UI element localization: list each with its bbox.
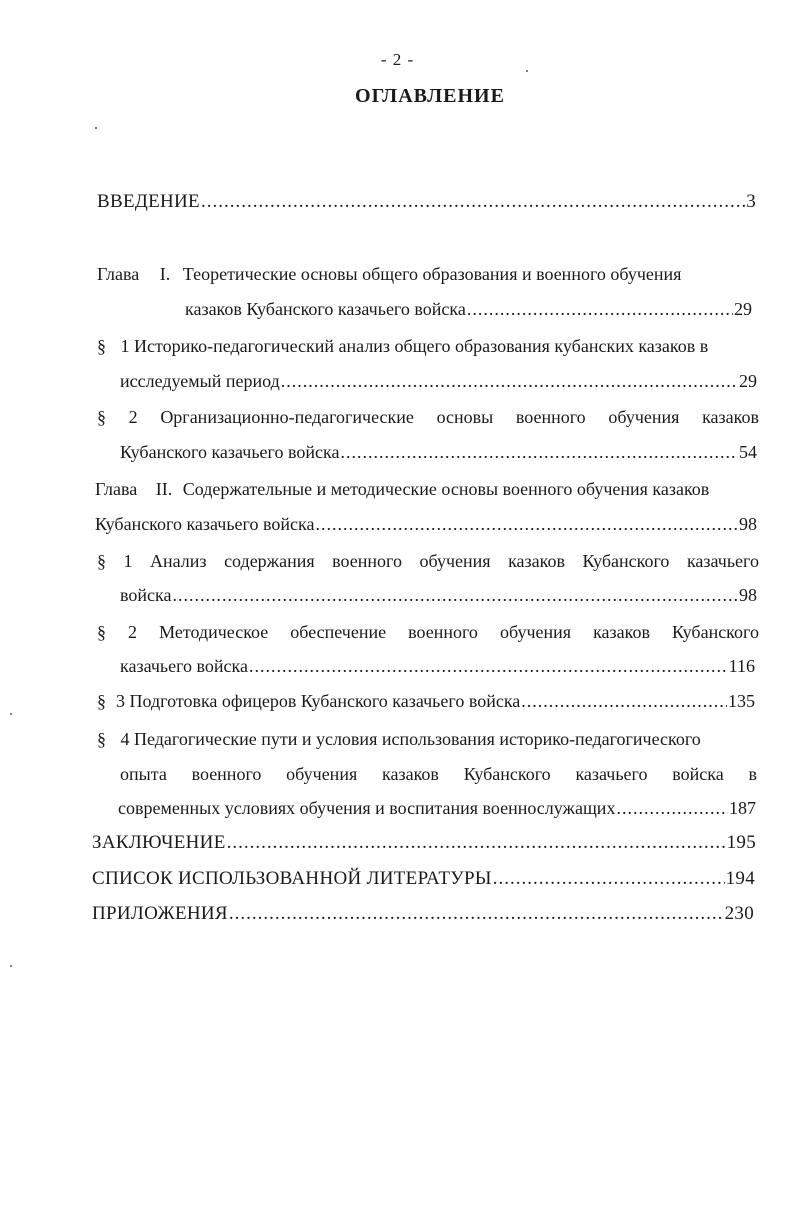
dot-leader: [493, 868, 725, 890]
toc-section-2-2-tail[interactable]: [120, 655, 755, 677]
section-word: 2: [128, 407, 138, 427]
chapter-title-line-2: казаков Кубанского казачьего войска: [185, 299, 466, 319]
scan-speck: [526, 70, 528, 72]
section-word: Методическое: [159, 622, 269, 642]
section-word: опыта: [120, 764, 167, 784]
dot-leader: [467, 298, 733, 320]
section-mark: §: [97, 622, 106, 642]
toc-entry-bibliography[interactable]: [92, 868, 755, 890]
toc-chapter-2-tail[interactable]: [95, 513, 757, 535]
section-mark: §: [97, 551, 106, 571]
toc-page-number: 195: [726, 832, 756, 853]
section-word: обучения: [608, 407, 680, 427]
section-word: военного: [332, 551, 402, 571]
toc-chapter-1-tail[interactable]: [185, 298, 752, 320]
section-title-line-2: Кубанского казачьего войска: [120, 442, 340, 462]
section-title-line-2: войска: [120, 585, 172, 605]
scan-speck: [10, 713, 12, 715]
dot-leader: [201, 191, 745, 213]
toc-entry-appendix[interactable]: [92, 903, 754, 925]
section-word: казаков: [382, 764, 439, 784]
toc-chapter-2-heading[interactable]: [95, 478, 709, 500]
section-word: военного: [515, 407, 586, 427]
section-word: 2: [128, 622, 138, 642]
scan-speck: [10, 965, 12, 967]
page-number: - 2 -: [380, 50, 415, 69]
section-word: в: [748, 764, 757, 784]
scan-speck: [95, 127, 97, 129]
section-title-line-1: 4 Педагогические пути и условия использования историко-педагогического: [120, 729, 701, 749]
section-word: военного: [191, 764, 262, 784]
section-word: Кубанского: [463, 764, 551, 784]
toc-section-2-1-heading[interactable]: [97, 550, 759, 572]
toc-chapter-1-heading[interactable]: [97, 263, 681, 285]
section-word: войска: [672, 764, 724, 784]
section-mark: §: [97, 336, 106, 356]
section-mark: §: [97, 407, 106, 427]
dot-leader: [315, 513, 738, 535]
toc-section-2-4-line-2[interactable]: [120, 763, 757, 785]
chapter-numeral: II.: [155, 479, 173, 499]
dot-leader: [229, 903, 724, 925]
section-word: содержания: [224, 551, 315, 571]
toc-section-1-1-heading[interactable]: [97, 335, 708, 357]
dot-leader: [281, 370, 738, 392]
section-word: основы: [436, 407, 494, 427]
section-title-line-3: современных условиях обучения и воспитания военнослужащих: [118, 798, 616, 818]
toc-page-number: 29: [734, 299, 752, 319]
dot-leader: [340, 441, 738, 463]
section-word: обучения: [499, 622, 572, 642]
section-word: обучения: [286, 764, 358, 784]
chapter-prefix: Глава: [97, 264, 140, 284]
dot-leader: [616, 797, 728, 819]
chapter-numeral: I.: [159, 264, 171, 284]
chapter-title-line-1: Теоретические основы общего образования и военного обучения: [182, 264, 682, 284]
toc-section-2-4-tail[interactable]: [118, 797, 756, 819]
toc-entry-conclusion[interactable]: [92, 832, 756, 854]
section-word: обеспечение: [290, 622, 387, 642]
toc-page-number: 98: [739, 514, 757, 534]
toc-section-2-4-heading[interactable]: [97, 728, 701, 750]
section-word: Организационно-педагогические: [160, 407, 414, 427]
toc-page-number: 194: [725, 868, 755, 889]
chapter-prefix: Глава: [95, 479, 138, 499]
section-title-line-1: 3 Подготовка офицеров Кубанского казачьего войска: [116, 691, 521, 711]
toc-label: ПРИЛОЖЕНИЯ: [92, 903, 228, 924]
section-title-line-2: исследуемый период: [120, 371, 280, 391]
section-mark: §: [97, 729, 106, 749]
section-word: казачьего: [686, 551, 759, 571]
section-word: Кубанского: [582, 551, 670, 571]
toc-label: ВВЕДЕНИЕ: [97, 191, 200, 212]
toc-page-number: 54: [739, 442, 757, 462]
toc-page-number: 187: [729, 798, 756, 818]
toc-section-1-2-heading[interactable]: [97, 406, 759, 428]
toc-page-number: 29: [739, 371, 757, 391]
section-word: военного: [408, 622, 478, 642]
dot-leader: [172, 584, 738, 606]
dot-leader: [521, 690, 727, 712]
toc-section-2-3[interactable]: [97, 690, 755, 712]
toc-label: СПИСОК ИСПОЛЬЗОВАННОЙ ЛИТЕРАТУРЫ: [92, 868, 492, 889]
section-title-line-1: 1 Историко-педагогический анализ общего образования кубанских казаков в: [120, 336, 709, 356]
section-title-line-2: казачьего войска: [120, 656, 248, 676]
toc-section-2-1-tail[interactable]: [120, 584, 757, 606]
page-title: ОГЛАВЛЕНИЕ: [355, 85, 505, 107]
toc-page-number: 230: [724, 903, 754, 924]
section-word: казаков: [702, 407, 759, 427]
section-mark: §: [97, 691, 106, 711]
section-word: казаков: [593, 622, 650, 642]
section-word: Анализ: [150, 551, 207, 571]
toc-label: ЗАКЛЮЧЕНИЕ: [92, 832, 226, 853]
section-word: казачьего: [575, 764, 648, 784]
toc-entry-introduction[interactable]: [97, 191, 756, 213]
dot-leader: [249, 655, 728, 677]
toc-section-1-1-tail[interactable]: [120, 370, 757, 392]
section-word: 1: [123, 551, 133, 571]
dot-leader: [227, 832, 726, 854]
section-word: казаков: [508, 551, 565, 571]
toc-section-1-2-tail[interactable]: [120, 441, 757, 463]
chapter-title-line-1: Содержательные и методические основы военного обучения казаков: [182, 479, 710, 499]
toc-page-number: 98: [739, 585, 757, 605]
section-word: Кубанского: [672, 622, 759, 642]
chapter-title-line-2: Кубанского казачьего войска: [95, 514, 315, 534]
toc-page-number: 116: [728, 656, 755, 676]
section-word: обучения: [419, 551, 491, 571]
toc-page-number: 3: [746, 191, 756, 212]
toc-section-2-2-heading[interactable]: [97, 621, 759, 643]
toc-page-number: 135: [728, 691, 755, 711]
